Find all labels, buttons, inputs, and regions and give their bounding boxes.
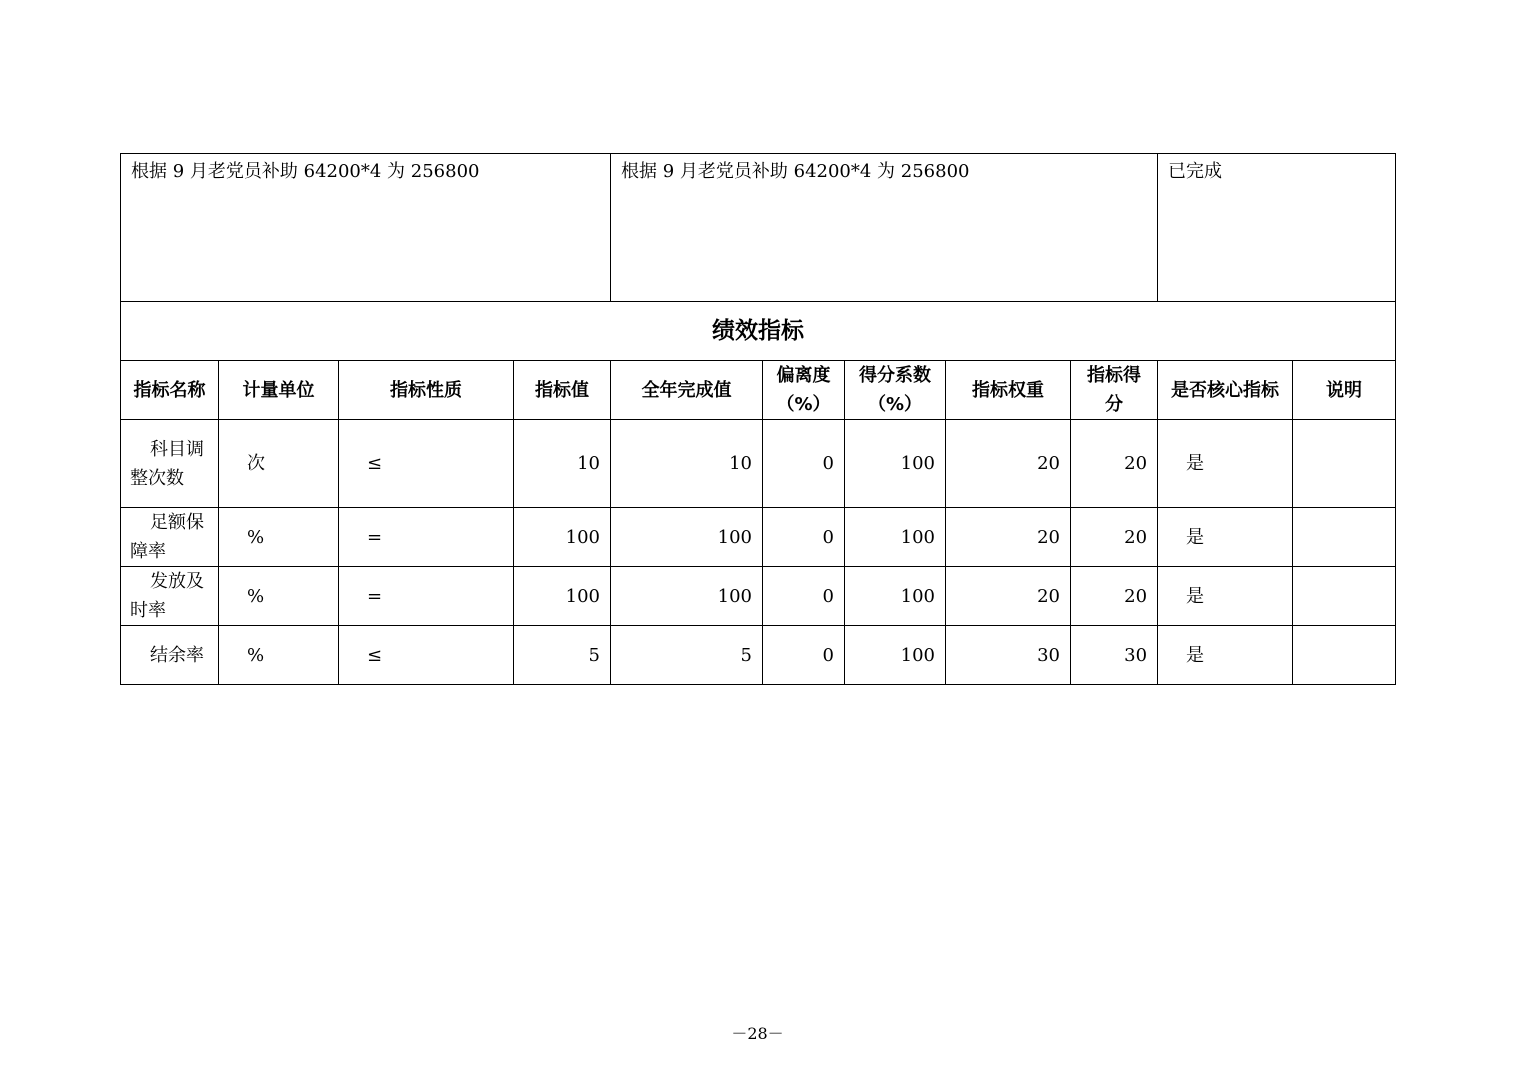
- coefficient-value: 100: [845, 567, 946, 626]
- indicator-name: 科目调整次数: [121, 420, 219, 508]
- score-value: 20: [1071, 420, 1158, 508]
- performance-table: [120, 153, 1396, 685]
- deviation-value: 0: [763, 508, 845, 567]
- indicator-name: 发放及时率: [121, 567, 219, 626]
- indicator-value: 100: [514, 567, 611, 626]
- header-deviation: 偏离度（%）: [763, 361, 845, 420]
- header-core: 是否核心指标: [1158, 361, 1293, 420]
- note-cell: [1293, 420, 1396, 508]
- table-row: [121, 420, 1396, 508]
- coefficient-value: 100: [845, 626, 946, 685]
- deviation-value: 0: [763, 626, 845, 685]
- header-annual: 全年完成值: [611, 361, 763, 420]
- header-name: 指标名称: [121, 361, 219, 420]
- table-row: [121, 626, 1396, 685]
- score-value: 20: [1071, 508, 1158, 567]
- coefficient-value: 100: [845, 420, 946, 508]
- indicator-unit: %: [219, 508, 339, 567]
- indicator-unit: %: [219, 567, 339, 626]
- deviation-value: 0: [763, 420, 845, 508]
- indicator-nature: =: [339, 508, 514, 567]
- core-flag: 是: [1158, 626, 1293, 685]
- header-value: 指标值: [514, 361, 611, 420]
- indicator-name: 结余率: [121, 626, 219, 685]
- core-flag: 是: [1158, 567, 1293, 626]
- indicator-nature: ≤: [339, 626, 514, 685]
- weight-value: 20: [946, 567, 1071, 626]
- table-row: [121, 567, 1396, 626]
- indicator-nature: =: [339, 567, 514, 626]
- note-cell: [1293, 626, 1396, 685]
- header-score: 指标得分: [1071, 361, 1158, 420]
- weight-value: 30: [946, 626, 1071, 685]
- note-cell: [1293, 567, 1396, 626]
- indicator-nature: ≤: [339, 420, 514, 508]
- core-flag: 是: [1158, 420, 1293, 508]
- header-unit: 计量单位: [219, 361, 339, 420]
- section-title: 绩效指标: [121, 302, 1396, 361]
- indicator-unit: %: [219, 626, 339, 685]
- header-weight: 指标权重: [946, 361, 1071, 420]
- weight-value: 20: [946, 420, 1071, 508]
- weight-value: 20: [946, 508, 1071, 567]
- top-cell-status: 已完成: [1158, 154, 1396, 302]
- section-title-row: [121, 302, 1396, 361]
- indicator-name: 足额保障率: [121, 508, 219, 567]
- indicator-value: 5: [514, 626, 611, 685]
- page-number: －28－: [731, 1024, 784, 1043]
- indicator-value: 10: [514, 420, 611, 508]
- header-coef: 得分系数（%）: [845, 361, 946, 420]
- annual-value: 100: [611, 508, 763, 567]
- coefficient-value: 100: [845, 508, 946, 567]
- header-row: [121, 361, 1396, 420]
- top-cell-description: 根据 9 月老党员补助 64200*4 为 256800: [121, 154, 611, 302]
- indicator-unit: 次: [219, 420, 339, 508]
- annual-value: 10: [611, 420, 763, 508]
- deviation-value: 0: [763, 567, 845, 626]
- top-cell-actual: 根据 9 月老党员补助 64200*4 为 256800: [611, 154, 1158, 302]
- indicator-value: 100: [514, 508, 611, 567]
- annual-value: 5: [611, 626, 763, 685]
- core-flag: 是: [1158, 508, 1293, 567]
- score-value: 30: [1071, 626, 1158, 685]
- annual-value: 100: [611, 567, 763, 626]
- score-value: 20: [1071, 567, 1158, 626]
- table-row: [121, 508, 1396, 567]
- note-cell: [1293, 508, 1396, 567]
- header-nature: 指标性质: [339, 361, 514, 420]
- top-row: [121, 154, 1396, 302]
- header-note: 说明: [1293, 361, 1396, 420]
